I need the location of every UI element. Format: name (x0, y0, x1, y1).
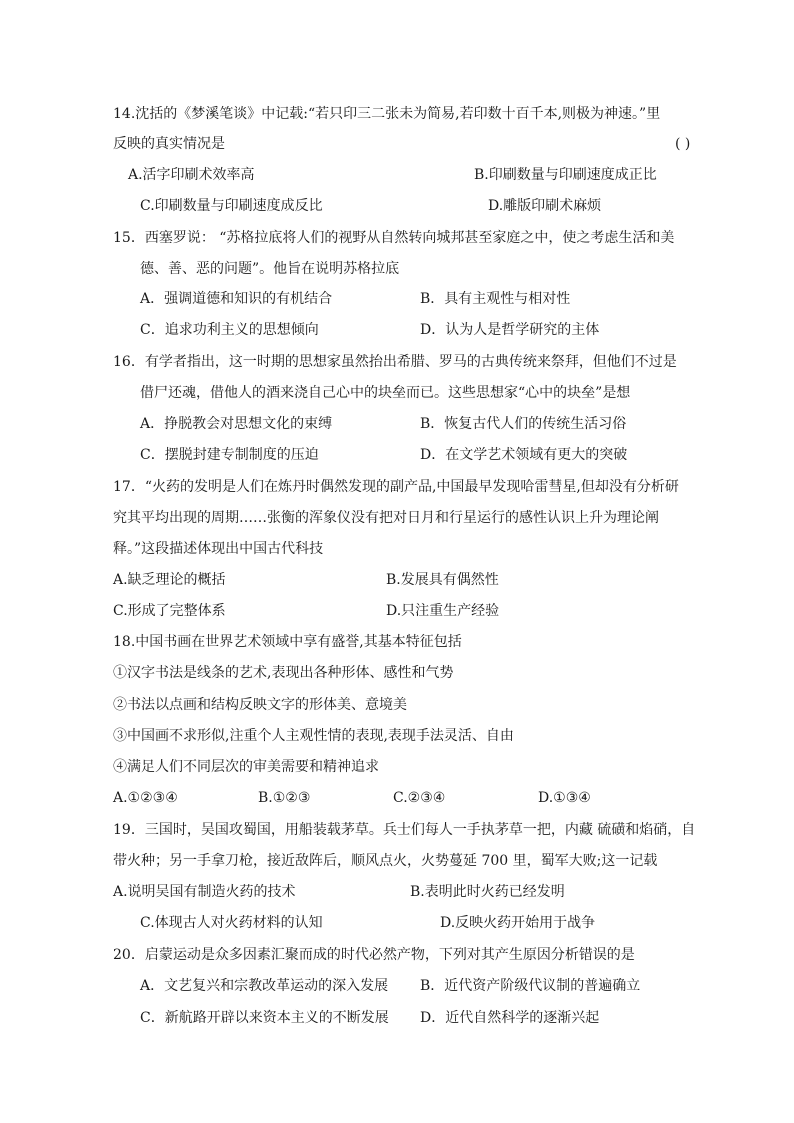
q15-option-d: D．认为人是哲学研究的主体 (420, 322, 600, 338)
q19-option-d: D.反映火药开始用于战争 (440, 915, 596, 931)
q15-stem-line-2: 德、善、恶的问题”。他旨在说明苏格拉底 (140, 261, 400, 277)
q17-stem-line-3: 释。”这段描述体现出中国古代科技 (113, 541, 324, 557)
q20-option-c: C．新航路开辟以来资本主义的不断发展 (140, 1010, 389, 1026)
q19-stem-line-1: 19．三国时，吴国攻蜀国，用船装载茅草。兵士们每人一手执茅草一把，内藏 硫磺和焰硝，自 (113, 822, 696, 838)
q14-option-c: C.印刷数量与印刷速度成反比 (140, 198, 323, 214)
q17-stem-line-2: 究其平均出现的周期……张衡的浑象仪没有把对日月和行星运行的感性认识上升为理论阐 (113, 510, 659, 526)
q18-item-4: ④满足人们不同层次的审美需要和精神追求 (113, 759, 379, 775)
q15-option-a: A．强调道德和知识的有机结合 (140, 291, 333, 307)
q20-option-b: B．近代资产阶级代议制的普遍确立 (420, 978, 641, 994)
q18-option-c: C.②③④ (393, 790, 446, 806)
q14-stem-line-2: 反映的真实情况是 (113, 136, 225, 152)
q16-option-d: D．在文学艺术领域有更大的突破 (420, 447, 628, 463)
q18-item-1: ①汉字书法是线条的艺术,表现出各种形体、感性和气势 (113, 665, 454, 681)
q17-option-a: A.缺乏理论的概括 (113, 572, 226, 588)
q16-stem-line-1: 16．有学者指出，这一时期的思想家虽然抬出希腊、罗马的古典传统来祭拜，但他们不过是 (113, 354, 677, 370)
q20-stem-line-1: 20．启蒙运动是众多因素汇聚而成的时代必然产物，下列对其产生原因分析错误的是 (113, 947, 635, 963)
q17-stem-line-1: 17．“火药的发明是人们在炼丹时偶然发现的副产品,中国最早发现哈雷彗星,但却没有分析研 (113, 479, 679, 495)
q16-stem-line-2: 借尸还魂，借他人的酒来浇自己心中的块垒而已。这些思想家“心中的块垒”是想 (140, 385, 631, 401)
q14-option-b: B.印刷数量与印刷速度成正比 (474, 167, 657, 183)
q20-option-a: A．文艺复兴和宗教改革运动的深入发展 (140, 978, 389, 994)
q19-stem-line-2: 带火种；另一手拿刀枪，接近敌阵后，顺风点火，火势蔓延 700 里，蜀军大败;这一记载 (113, 853, 658, 869)
q18-stem-line-1: 18.中国书画在世界艺术领域中享有盛誉,其基本特征包括 (113, 634, 462, 650)
q19-option-c: C.体现古人对火药材料的认知 (140, 915, 323, 931)
q15-option-b: B．具有主观性与相对性 (420, 291, 571, 307)
q14-option-d: D.雕版印刷术麻烦 (488, 198, 602, 214)
q18-option-b: B.①②③ (258, 790, 311, 806)
q17-option-b: B.发展具有偶然性 (386, 572, 499, 588)
q18-item-3: ③中国画不求形似,注重个人主观性情的表现,表现手法灵活、自由 (113, 728, 514, 744)
q15-option-c: C．追求功利主义的思想倾向 (140, 322, 319, 338)
q18-option-d: D.①③④ (538, 790, 591, 806)
q17-option-c: C.形成了完整体系 (113, 603, 226, 619)
q14-option-a: A.活字印刷术效率高 (128, 167, 255, 183)
q18-option-a: A.①②③④ (113, 790, 178, 806)
q16-option-c: C．摆脱封建专制制度的压迫 (140, 447, 319, 463)
q14-answer-paren: ( ) (675, 136, 691, 152)
q18-item-2: ②书法以点画和结构反映文字的形体美、意境美 (113, 697, 407, 713)
q19-option-a: A.说明吴国有制造火药的技术 (113, 884, 296, 900)
q16-option-b: B．恢复古代人们的传统生活习俗 (420, 416, 627, 432)
q14-stem-line-1: 14.沈括的《梦溪笔谈》中记载:“若只印三二张未为简易,若印数十百千本,则极为神速。”里 (113, 106, 661, 122)
q20-option-d: D．近代自然科学的逐渐兴起 (420, 1010, 600, 1026)
q15-stem-line-1: 15．西塞罗说： “苏格拉底将人们的视野从自然转向城邦甚至家庭之中，使之考虑生活和美 (113, 230, 675, 246)
q16-option-a: A．挣脱教会对思想文化的束缚 (140, 416, 333, 432)
q19-option-b: B.表明此时火药已经发明 (410, 884, 565, 900)
q17-option-d: D.只注重生产经验 (386, 603, 500, 619)
